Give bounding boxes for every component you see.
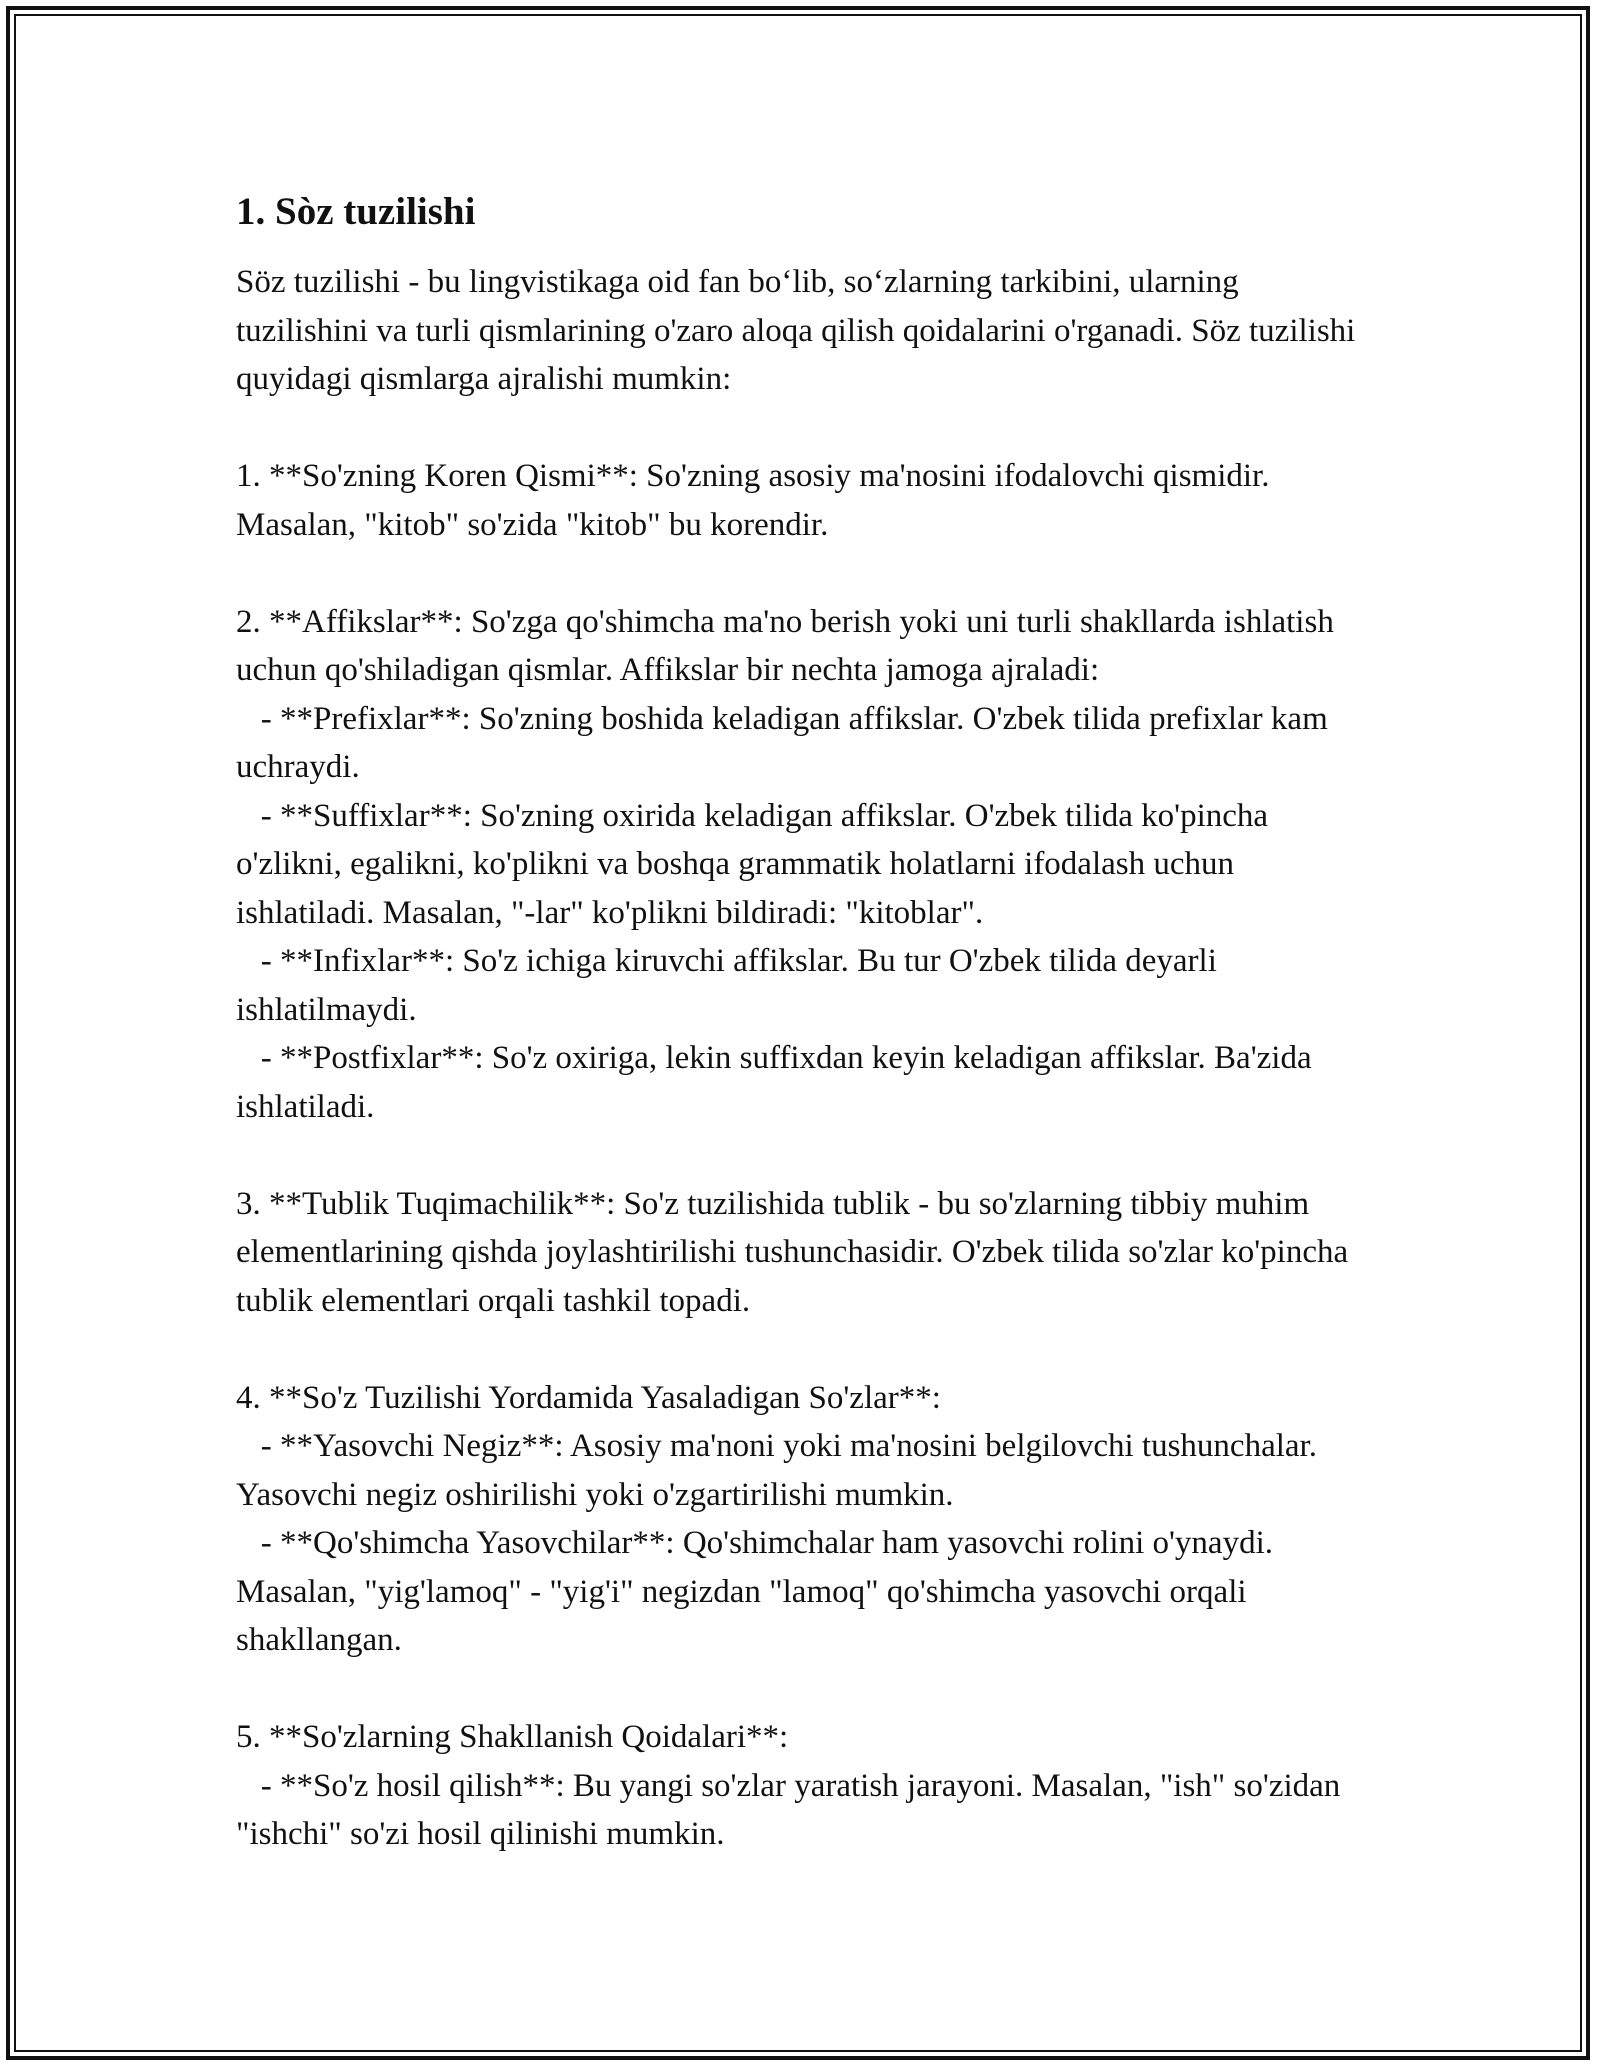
document-title: 1. Sòz tuzilishi bbox=[236, 190, 476, 233]
paragraph-tublik: 3. **Tublik Tuqimachilik**: So'z tuzilishida tublik - bu so'zlarning tibbiy muhim elementlarining qishda joylashtirilishi tushunchasidir. O'zbek tilida so'zlar ko'pincha tublik elementlari orqali tashkil topadi. bbox=[236, 1185, 1357, 1319]
paragraph-formation-rules: 5. **So'zlarning Shakllanish Qoidalari**: - **So'z hosil qilish**: Bu yangi so'zlar yaratish jarayoni. Masalan, "ish" so'zidan "ishchi" so'zi hosil qilinishi mumkin. bbox=[236, 1719, 1341, 1852]
paragraph-gap bbox=[236, 404, 1376, 453]
paragraph-gap bbox=[236, 1665, 1376, 1714]
paragraph-root: 1. **So'zning Koren Qismi**: So'zning asosiy ma'nosini ifodalovchi qismidir. Masalan, "kitob" so'zida "kitob" bu korendir. bbox=[236, 458, 1278, 543]
paragraph-gap bbox=[236, 1325, 1376, 1374]
paragraph-affixes: 2. **Affikslar**: So'zga qo'shimcha ma'no berish yoki uni turli shakllarda ishlatish uchun qo'shiladigan qismlar. Affikslar bir nechta jamoga ajraladi: - **Prefixlar**: So'zning boshida keladigan affikslar. O'zbek tilida prefixlar kam uchraydi. - **Suffixlar**: So'zning oxirida keladigan affikslar. O'zbek tilida ko'pincha o'zlikni, egalikni, ko'plikni va boshqa grammatik holatlarni ifodalash uchun ishlatiladi. Masalan, "-lar" ko'plikni bildiradi: "kitoblar". - **Infixlar**: So'z ichiga kiruvchi affikslar. Bu tur O'zbek tilida deyarli ishlatilmaydi. - **Postfixlar**: So'z oxiriga, lekin suffixdan keyin keladigan affikslar. Ba'zida ishlatiladi. bbox=[236, 603, 1334, 1125]
document-body bbox=[236, 188, 1376, 1859]
paragraph-gap bbox=[236, 1131, 1376, 1180]
paragraph-gap bbox=[236, 549, 1376, 598]
paragraph-derived-words: 4. **So'z Tuzilishi Yordamida Yasaladigan So'zlar**: - **Yasovchi Negiz**: Asosiy ma'noni yoki ma'nosini belgilovchi tushunchalar. Yasovchi negiz oshirilishi yoki o'zgartirilishi mumkin. - **Qo'shimcha Yasovchilar**: Qo'shimchalar ham yasovchi rolini o'ynaydi. Masalan, "yig'lamoq" - "yig'i" negizdan "lamoq" qo'shimcha yasovchi orqali shakllangan. bbox=[236, 1379, 1317, 1658]
paragraph-intro: Söz tuzilishi - bu lingvistikaga oid fan bo‘lib, so‘zlarning tarkibini, ularning tuzilishini va turli qismlarining o'zaro aloqa qilish qoidalarini o'rganadi. Söz tuzilishi quyidagi qismlarga ajralishi mumkin: bbox=[236, 264, 1364, 397]
